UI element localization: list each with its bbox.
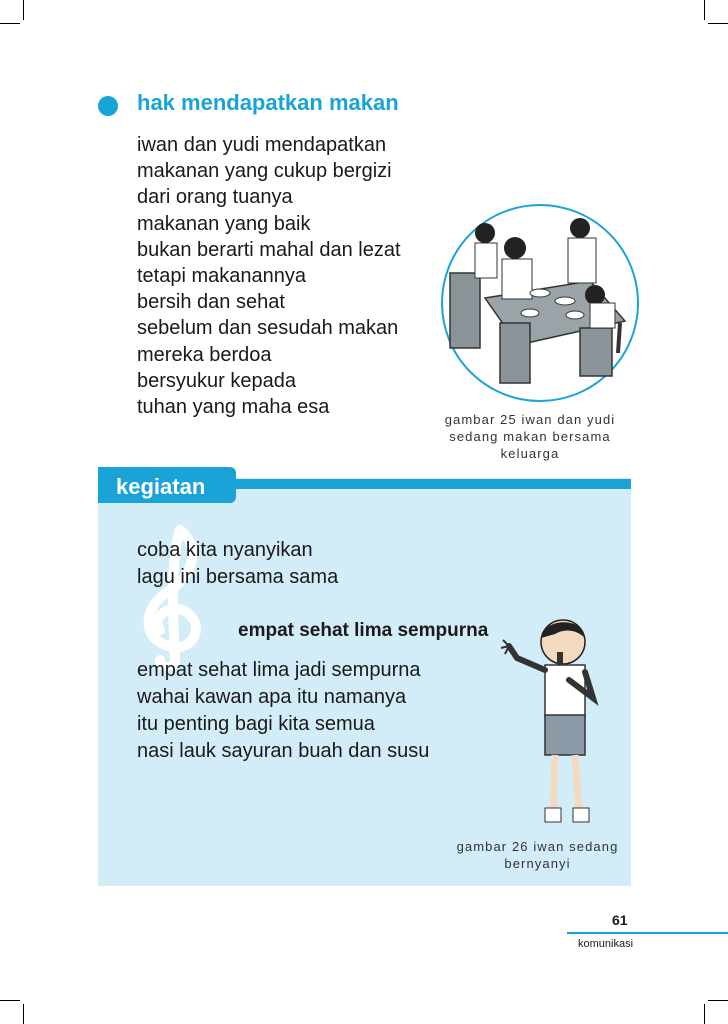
lyric-line: nasi lauk sayuran buah dan susu	[137, 740, 430, 762]
footer-label: komunikasi	[578, 938, 634, 950]
activity-title: kegiatan	[116, 474, 206, 499]
page-number: 61	[612, 912, 628, 928]
intro-line: lagu ini bersama sama	[137, 566, 339, 588]
footer-rule	[567, 932, 728, 934]
figure-26-caption	[440, 838, 635, 872]
body-line: makanan yang baik	[137, 212, 311, 235]
crop-mark-bottom-right-v	[704, 1004, 705, 1024]
figure-25-caption	[420, 411, 640, 462]
crop-mark-top-left-v	[23, 0, 24, 20]
lyric-line: wahai kawan apa itu namanya	[137, 686, 407, 708]
body-line: bersih dan sehat	[137, 291, 285, 314]
singing-boy-illustration	[495, 610, 620, 835]
caption-line: gambar 25 iwan dan yudi	[444, 412, 616, 427]
crop-mark-bottom-left-h	[0, 1000, 20, 1001]
crop-mark-bottom-left-v	[23, 1004, 24, 1024]
crop-mark-top-right-v	[704, 0, 705, 20]
intro-line: coba kita nyanyikan	[137, 539, 313, 561]
caption-line: gambar 26 iwan sedang	[456, 839, 619, 854]
heading-bullet	[98, 96, 118, 116]
body-line: bukan berarti mahal dan lezat	[137, 238, 401, 261]
body-line: bersyukur kepada	[137, 369, 296, 392]
body-line: tetapi makanannya	[137, 265, 307, 288]
caption-line: bernyanyi	[504, 856, 571, 871]
body-line: tuhan yang maha esa	[137, 396, 330, 419]
body-line: mereka berdoa	[137, 343, 272, 366]
activity-header-rule	[236, 479, 631, 489]
body-line: sebelum dan sesudah makan	[137, 317, 399, 340]
section-heading: hak mendapatkan makan	[137, 90, 399, 115]
caption-line: sedang makan bersama	[449, 429, 611, 444]
section-body	[137, 132, 401, 420]
crop-mark-bottom-right-h	[708, 1000, 728, 1001]
family-eating-illustration	[440, 203, 640, 403]
lyric-line: empat sehat lima jadi sempurna	[137, 659, 421, 681]
crop-mark-top-left-h	[0, 23, 20, 24]
lyric-line: itu penting bagi kita semua	[137, 713, 375, 735]
activity-intro	[137, 537, 338, 591]
body-line: iwan dan yudi mendapatkan	[137, 134, 387, 156]
song-title: empat sehat lima sempurna	[238, 620, 489, 641]
caption-line: keluarga	[500, 446, 560, 461]
crop-mark-top-right-h	[708, 23, 728, 24]
body-line: dari orang tuanya	[137, 186, 293, 209]
song-lyrics	[137, 657, 429, 765]
body-line: makanan yang cukup bergizi	[137, 160, 392, 183]
